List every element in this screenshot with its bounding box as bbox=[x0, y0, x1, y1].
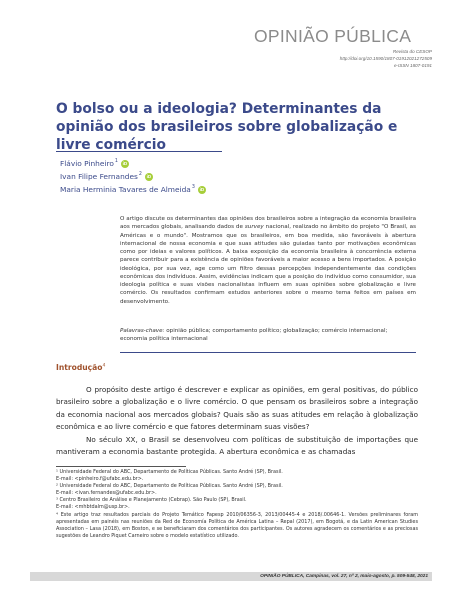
abstract-text: nacional, realizado no âmbito do projeto "O Brasil, as Américas e o mundo". Mostramos que os brasileiros, em boa medida, são favoráveis à abertura internacional de nossa economia e que suas atitudes são guiadas tanto por motivações econômicas como por ideias e valores políticos. A baixa exposição da economia brasileira à concorrência externa parece contribuir para a existência de opiniões favoráveis a maior acesso a bens importados. A posição ideológica, por sua vez, age como um filtro dessas percepções independentemente das condições econômicas dos indivíduos. Assim, evidências indicam que a posição do indivíduo como consumidor, sua ideologia política e suas visões nacionalistas influem em suas opiniões sobre globalização e livre comércio. Os resultados confirmam estudos anteriores sobre o mesmo tema feitos em países em desenvolvimento. bbox=[120, 224, 417, 305]
footer-citation: OPINIÃO PÚBLICA, Campinas, vol. 27, nº 2, maio-agosto, p. 509-548, 2021 bbox=[260, 574, 428, 579]
body-text bbox=[56, 384, 418, 458]
author-name: Flávio Pinheiro bbox=[60, 159, 114, 168]
author-divider bbox=[56, 151, 222, 152]
journal-meta-line: Revista do CESOP bbox=[392, 49, 432, 54]
article-title: O bolso ou a ideologia? Determinantes da opinião dos brasileiros sobre globalização e livre comércio bbox=[56, 101, 398, 153]
author-list bbox=[60, 158, 206, 196]
footnote-divider bbox=[56, 466, 186, 467]
author-name: Ivan Filipe Fernandes bbox=[60, 171, 138, 181]
footnote-email[interactable]: E-mail: <pinheiro.f@ufabc.edu.br>. bbox=[56, 476, 144, 483]
body-paragraph: O propósito deste artigo é descrever e explicar as opiniões, em geral positivas, do público brasileiro sobre a globalização e o livre comércio. O que pensam os brasileiros sobre a integração da economia nacional aos mercados globais? Quais são as suas atitudes em relação à globalização econômica e ao livre comércio e que fatores determinam suas visões? bbox=[56, 385, 418, 432]
author-entry bbox=[60, 158, 206, 171]
footnote-line: ² Universidade Federal do ABC, Departamento de Políticas Públicas. Santo André (SP), Brasil. bbox=[56, 483, 283, 490]
footnote-email[interactable]: E-mail: <mhbtdalm@usp.br>. bbox=[56, 504, 130, 511]
keywords-text: opinião pública; comportamento político; globalização; comércio internacional; economia política internacional bbox=[120, 328, 388, 343]
orcid-icon[interactable]: iD bbox=[122, 161, 128, 167]
journal-logo: OPINIÃO PÚBLICA bbox=[254, 26, 412, 46]
orcid-icon[interactable]: iD bbox=[146, 174, 152, 180]
journal-meta bbox=[340, 48, 432, 70]
body-paragraph: No século XX, o Brasil se desenvolveu com políticas de substituição de importações que mantiveram a economia bastante protegida. A abertura econômica e as chamadas bbox=[56, 434, 418, 457]
abstract bbox=[120, 215, 416, 306]
keywords-label: Palavras-chave: bbox=[120, 328, 165, 334]
footnotes bbox=[56, 469, 418, 540]
abstract-divider bbox=[120, 352, 416, 353]
author-affiliation-ref[interactable]: 1 bbox=[114, 159, 118, 164]
author-affiliation-ref[interactable]: 2 bbox=[138, 171, 142, 177]
orcid-icon[interactable]: iD bbox=[199, 186, 205, 192]
footnote-line: ¹ Universidade Federal do ABC, Departamento de Políticas Públicas. Santo André (SP), Brasil. bbox=[56, 469, 283, 475]
section-heading-text: Introdução bbox=[56, 363, 103, 372]
author-entry bbox=[60, 171, 206, 184]
footnote-line: ⁴ Este artigo traz resultados parciais do Projeto Temático Fapesp 2010/06356-3, 2013/00445-4 e 2018/.00646-1. Versões preliminares foram apresentadas em painéis nas reuniões da Red de Economía Política de América Latina – Repal (2017), em Bogotá, e da Latin American Studies Association – Lasa (2018), em Boston, e se beneficiaram dos comentários dos participantes. Os autores agradecem os comentários e as preciosas sugestões de Leandro Piquet Carneiro sobre o modelo estatístico utilizado. bbox=[56, 511, 418, 539]
abstract-text: O artigo discute os determinantes das opiniões dos brasileiros sobre a integração da economia brasileira aos mercados globais, analisando dados de bbox=[120, 216, 416, 231]
footnote-line: ³ Centro Brasileiro de Análise e Planejamento (Cebrap). São Paulo (SP), Brasil. bbox=[56, 497, 247, 504]
abstract-italic-term: survey bbox=[244, 224, 264, 231]
section-heading-introduction bbox=[56, 363, 105, 372]
author-entry bbox=[60, 184, 206, 197]
author-affiliation-ref[interactable]: 3 bbox=[191, 184, 195, 190]
footnote-email[interactable]: E-mail: <ivan.fernandes@ufabc.edu.br>. bbox=[56, 490, 157, 497]
author-name: Maria Herminia Tavares de Almeida bbox=[60, 184, 191, 194]
journal-doi-link[interactable]: http://doi.org/10.1590/1807-01912021272509 bbox=[339, 56, 432, 62]
footnote-ref[interactable]: 4 bbox=[102, 363, 106, 369]
journal-meta-line: e-ISSN 1807-0191 bbox=[393, 63, 432, 69]
keywords bbox=[120, 327, 416, 344]
